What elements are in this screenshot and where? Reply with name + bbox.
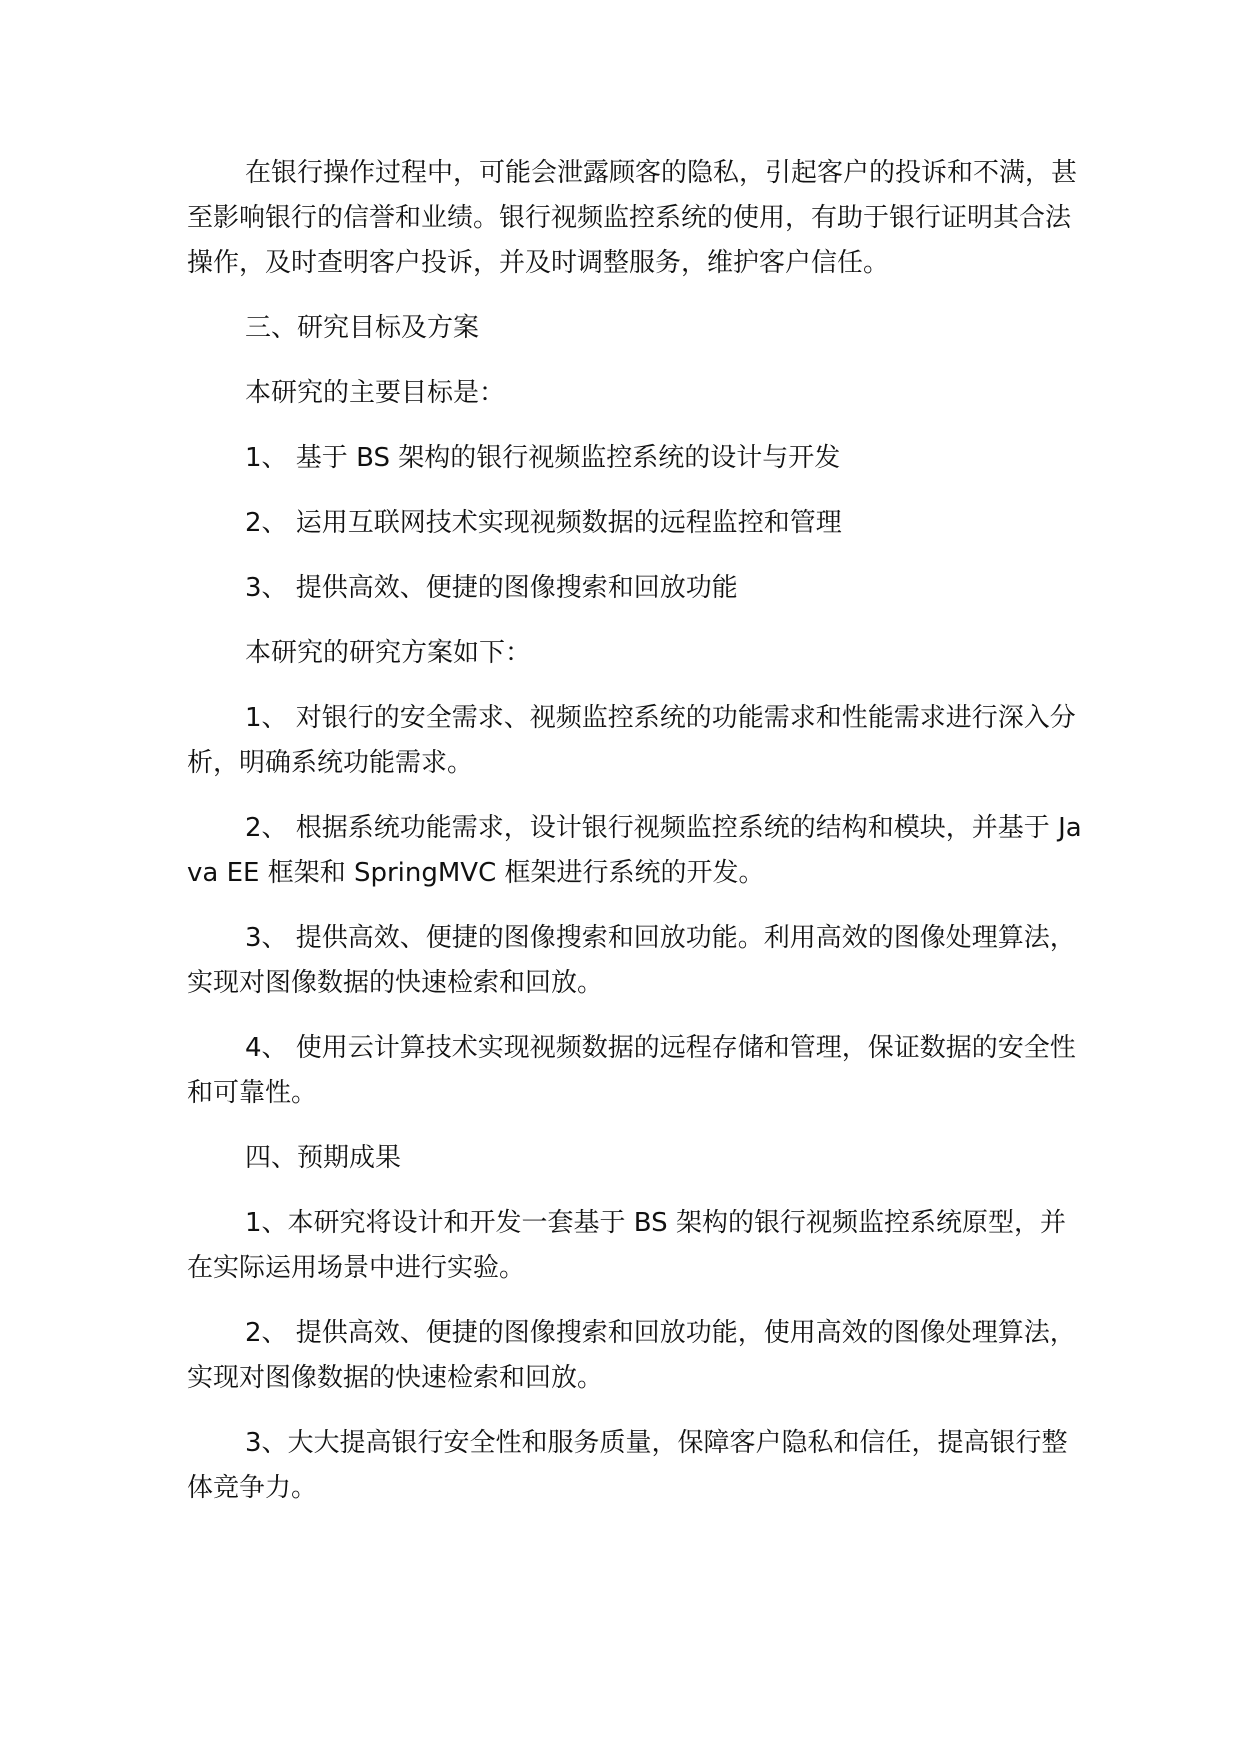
paragraph-privacy: 在银行操作过程中，可能会泄露顾客的隐私，引起客户的投诉和不满，甚至影响银行的信誉和业绩。银行视频监控系统的使用，有助于银行证明其合法操作，及时查明客户投诉，并及时调整服务，维护客户信任。 [187, 158, 1078, 278]
plan-item-4: 4、 使用云计算技术实现视频数据的远程存储和管理，保证数据的安全性和可靠性。 [187, 1033, 1076, 1108]
outcome-item-3: 3、大大提高银行安全性和服务质量，保障客户隐私和信任，提高银行整体竞争力。 [187, 1428, 1068, 1503]
plan-item-2: 2、 根据系统功能需求，设计银行视频监控系统的结构和模块，并基于 Java EE 框架和 SpringMVC 框架进行系统的开发。 [187, 813, 1082, 888]
plan-item-3: 3、 提供高效、便捷的图像搜索和回放功能。利用高效的图像处理算法，实现对图像数据的快速检索和回放。 [187, 923, 1076, 998]
document-body [187, 151, 1087, 1511]
goal-item-2: 2、 运用互联网技术实现视频数据的远程监控和管理 [245, 508, 842, 538]
outcome-item-1: 1、本研究将设计和开发一套基于 BS 架构的银行视频监控系统原型，并在实际运用场景中进行实验。 [187, 1208, 1066, 1283]
outcome-item-2: 2、 提供高效、便捷的图像搜索和回放功能，使用高效的图像处理算法，实现对图像数据的快速检索和回放。 [187, 1318, 1076, 1393]
plan-item-1: 1、 对银行的安全需求、视频监控系统的功能需求和性能需求进行深入分析，明确系统功能需求。 [187, 703, 1076, 778]
goal-item-3: 3、 提供高效、便捷的图像搜索和回放功能 [245, 573, 738, 603]
plan-intro: 本研究的研究方案如下： [245, 638, 532, 668]
goal-item-1: 1、 基于 BS 架构的银行视频监控系统的设计与开发 [245, 443, 841, 473]
section-heading-goals: 三、研究目标及方案 [245, 313, 480, 343]
goals-intro: 本研究的主要目标是： [245, 378, 506, 408]
section-heading-outcomes: 四、预期成果 [245, 1143, 402, 1173]
